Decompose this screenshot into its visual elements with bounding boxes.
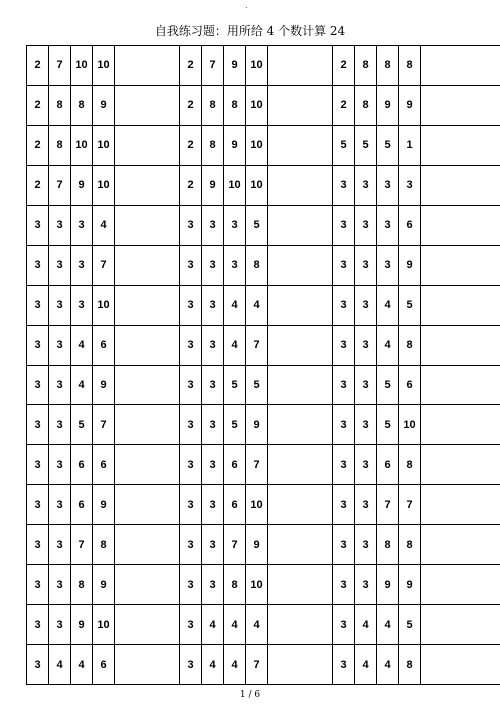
number-cell: 3 <box>180 205 202 245</box>
answer-cell[interactable] <box>115 205 180 245</box>
number-cell: 3 <box>202 445 224 485</box>
number-cell: 4 <box>202 605 224 645</box>
number-cell: 4 <box>224 645 246 685</box>
number-cell: 3 <box>180 285 202 325</box>
number-cell: 5 <box>377 125 399 165</box>
number-cell: 2 <box>180 125 202 165</box>
number-cell: 4 <box>377 325 399 365</box>
header-mark: . <box>245 1 248 10</box>
number-cell: 3 <box>333 285 355 325</box>
answer-cell[interactable] <box>115 125 180 165</box>
number-cell: 3 <box>355 325 377 365</box>
answer-cell[interactable] <box>115 46 180 86</box>
number-cell: 8 <box>399 325 421 365</box>
answer-cell[interactable] <box>268 125 333 165</box>
number-cell: 3 <box>355 445 377 485</box>
number-cell: 9 <box>224 46 246 86</box>
number-cell: 4 <box>224 325 246 365</box>
number-cell: 4 <box>71 365 93 405</box>
number-cell: 8 <box>355 46 377 86</box>
answer-cell[interactable] <box>268 46 333 86</box>
number-cell: 6 <box>93 325 115 365</box>
number-cell: 2 <box>27 125 49 165</box>
number-cell: 7 <box>399 485 421 525</box>
number-cell: 3 <box>333 525 355 565</box>
number-cell: 4 <box>224 285 246 325</box>
number-cell: 4 <box>355 605 377 645</box>
number-cell: 3 <box>202 365 224 405</box>
number-cell: 8 <box>49 85 71 125</box>
number-cell: 4 <box>93 205 115 245</box>
number-cell: 2 <box>180 165 202 205</box>
number-cell: 5 <box>246 205 268 245</box>
number-cell: 9 <box>93 565 115 605</box>
answer-cell[interactable] <box>268 645 333 685</box>
number-cell: 3 <box>180 365 202 405</box>
number-cell: 3 <box>71 245 93 285</box>
number-cell: 3 <box>333 485 355 525</box>
number-cell: 6 <box>224 445 246 485</box>
answer-cell[interactable] <box>421 485 500 525</box>
answer-cell[interactable] <box>115 405 180 445</box>
number-cell: 3 <box>202 325 224 365</box>
number-cell: 8 <box>399 46 421 86</box>
number-cell: 3 <box>333 645 355 685</box>
table-row <box>27 565 500 605</box>
number-cell: 7 <box>246 645 268 685</box>
number-cell: 3 <box>180 485 202 525</box>
number-cell: 5 <box>377 365 399 405</box>
number-cell: 3 <box>49 445 71 485</box>
number-cell: 4 <box>202 645 224 685</box>
answer-cell[interactable] <box>268 485 333 525</box>
number-cell: 3 <box>333 165 355 205</box>
table-row <box>27 445 500 485</box>
number-cell: 9 <box>93 365 115 405</box>
number-cell: 7 <box>49 46 71 86</box>
number-cell: 3 <box>27 285 49 325</box>
answer-cell[interactable] <box>268 165 333 205</box>
number-cell: 8 <box>355 85 377 125</box>
table-row <box>27 245 500 285</box>
number-cell: 9 <box>71 165 93 205</box>
number-cell: 8 <box>224 85 246 125</box>
number-cell: 3 <box>27 405 49 445</box>
number-cell: 3 <box>27 565 49 605</box>
answer-cell[interactable] <box>421 325 500 365</box>
number-cell: 5 <box>355 125 377 165</box>
number-cell: 3 <box>49 525 71 565</box>
table-row <box>27 405 500 445</box>
number-cell: 3 <box>377 205 399 245</box>
number-cell: 8 <box>202 125 224 165</box>
number-cell: 8 <box>93 525 115 565</box>
answer-cell[interactable] <box>268 285 333 325</box>
number-cell: 2 <box>27 46 49 86</box>
answer-cell[interactable] <box>115 605 180 645</box>
answer-cell[interactable] <box>115 85 180 125</box>
number-cell: 8 <box>399 645 421 685</box>
number-cell: 3 <box>71 285 93 325</box>
answer-cell[interactable] <box>421 205 500 245</box>
number-cell: 4 <box>246 285 268 325</box>
number-cell: 9 <box>93 85 115 125</box>
number-cell: 2 <box>27 165 49 205</box>
number-cell: 3 <box>49 405 71 445</box>
number-cell: 6 <box>377 445 399 485</box>
answer-cell[interactable] <box>268 405 333 445</box>
answer-cell[interactable] <box>115 525 180 565</box>
number-cell: 4 <box>224 605 246 645</box>
number-cell: 6 <box>71 445 93 485</box>
number-cell: 6 <box>399 365 421 405</box>
answer-cell[interactable] <box>115 565 180 605</box>
number-cell: 3 <box>27 485 49 525</box>
number-cell: 3 <box>399 165 421 205</box>
number-cell: 3 <box>333 325 355 365</box>
table-row <box>27 125 500 165</box>
number-cell: 3 <box>180 605 202 645</box>
number-cell: 3 <box>202 405 224 445</box>
number-cell: 10 <box>93 125 115 165</box>
number-cell: 10 <box>71 46 93 86</box>
table-row <box>27 525 500 565</box>
number-cell: 3 <box>202 285 224 325</box>
number-cell: 5 <box>71 405 93 445</box>
practice-table <box>26 45 500 685</box>
number-cell: 4 <box>71 325 93 365</box>
number-cell: 3 <box>27 605 49 645</box>
number-cell: 9 <box>399 85 421 125</box>
answer-cell[interactable] <box>115 165 180 205</box>
number-cell: 4 <box>71 645 93 685</box>
number-cell: 4 <box>49 645 71 685</box>
number-cell: 8 <box>49 125 71 165</box>
answer-cell[interactable] <box>421 285 500 325</box>
answer-cell[interactable] <box>268 365 333 405</box>
table-row <box>27 645 500 685</box>
number-cell: 9 <box>71 605 93 645</box>
number-cell: 7 <box>246 325 268 365</box>
number-cell: 3 <box>355 285 377 325</box>
number-cell: 4 <box>377 605 399 645</box>
number-cell: 3 <box>355 165 377 205</box>
number-cell: 7 <box>224 525 246 565</box>
number-cell: 9 <box>202 165 224 205</box>
number-cell: 3 <box>202 245 224 285</box>
number-cell: 3 <box>180 445 202 485</box>
number-cell: 3 <box>355 565 377 605</box>
answer-cell[interactable] <box>268 445 333 485</box>
answer-cell[interactable] <box>421 165 500 205</box>
number-cell: 3 <box>355 365 377 405</box>
number-cell: 7 <box>93 245 115 285</box>
number-cell: 6 <box>224 485 246 525</box>
table-row <box>27 205 500 245</box>
number-cell: 6 <box>71 485 93 525</box>
number-cell: 3 <box>27 325 49 365</box>
answer-cell[interactable] <box>421 445 500 485</box>
answer-cell[interactable] <box>115 245 180 285</box>
number-cell: 10 <box>246 165 268 205</box>
number-cell: 7 <box>93 405 115 445</box>
number-cell: 3 <box>333 605 355 645</box>
number-cell: 3 <box>333 205 355 245</box>
number-cell: 8 <box>246 245 268 285</box>
table-row <box>27 605 500 645</box>
number-cell: 3 <box>49 565 71 605</box>
number-cell: 9 <box>246 525 268 565</box>
number-cell: 7 <box>49 165 71 205</box>
answer-cell[interactable] <box>421 85 500 125</box>
number-cell: 7 <box>246 445 268 485</box>
number-cell: 3 <box>27 205 49 245</box>
number-cell: 10 <box>93 165 115 205</box>
answer-cell[interactable] <box>268 605 333 645</box>
number-cell: 6 <box>93 445 115 485</box>
number-cell: 5 <box>224 365 246 405</box>
number-cell: 3 <box>180 245 202 285</box>
number-cell: 7 <box>202 46 224 86</box>
number-cell: 3 <box>49 365 71 405</box>
answer-cell[interactable] <box>115 445 180 485</box>
number-cell: 3 <box>49 245 71 285</box>
number-cell: 3 <box>180 525 202 565</box>
number-cell: 9 <box>399 565 421 605</box>
number-cell: 3 <box>27 365 49 405</box>
number-cell: 3 <box>355 525 377 565</box>
practice-table-body <box>27 46 500 685</box>
number-cell: 3 <box>224 245 246 285</box>
number-cell: 3 <box>333 405 355 445</box>
number-cell: 10 <box>246 485 268 525</box>
answer-cell[interactable] <box>421 125 500 165</box>
number-cell: 8 <box>399 525 421 565</box>
number-cell: 4 <box>246 605 268 645</box>
number-cell: 5 <box>377 405 399 445</box>
number-cell: 3 <box>180 325 202 365</box>
table-row <box>27 285 500 325</box>
number-cell: 2 <box>333 46 355 86</box>
number-cell: 10 <box>224 165 246 205</box>
number-cell: 3 <box>355 245 377 285</box>
number-cell: 3 <box>224 205 246 245</box>
table-row <box>27 85 500 125</box>
number-cell: 8 <box>377 525 399 565</box>
number-cell: 10 <box>93 605 115 645</box>
number-cell: 3 <box>49 605 71 645</box>
number-cell: 10 <box>246 565 268 605</box>
number-cell: 6 <box>399 205 421 245</box>
number-cell: 10 <box>93 285 115 325</box>
number-cell: 3 <box>202 565 224 605</box>
number-cell: 3 <box>49 325 71 365</box>
number-cell: 2 <box>180 46 202 86</box>
number-cell: 9 <box>93 485 115 525</box>
number-cell: 3 <box>377 165 399 205</box>
number-cell: 8 <box>377 46 399 86</box>
table-row <box>27 46 500 86</box>
answer-cell[interactable] <box>115 485 180 525</box>
number-cell: 4 <box>377 285 399 325</box>
number-cell: 3 <box>355 405 377 445</box>
number-cell: 3 <box>27 525 49 565</box>
number-cell: 9 <box>399 245 421 285</box>
answer-cell[interactable] <box>268 565 333 605</box>
answer-cell[interactable] <box>421 565 500 605</box>
number-cell: 3 <box>333 365 355 405</box>
answer-cell[interactable] <box>268 205 333 245</box>
answer-cell[interactable] <box>421 46 500 86</box>
answer-cell[interactable] <box>115 365 180 405</box>
number-cell: 5 <box>399 605 421 645</box>
number-cell: 8 <box>71 85 93 125</box>
number-cell: 5 <box>333 125 355 165</box>
page-title: 自我练习题：用所给 4 个数计算 24 <box>154 24 346 38</box>
number-cell: 3 <box>202 525 224 565</box>
page-indicator: 1 / 6 <box>239 690 261 700</box>
number-cell: 6 <box>93 645 115 685</box>
number-cell: 10 <box>93 46 115 86</box>
number-cell: 3 <box>49 205 71 245</box>
number-cell: 2 <box>333 85 355 125</box>
number-cell: 8 <box>224 565 246 605</box>
answer-cell[interactable] <box>268 85 333 125</box>
number-cell: 7 <box>71 525 93 565</box>
number-cell: 10 <box>71 125 93 165</box>
number-cell: 3 <box>27 245 49 285</box>
number-cell: 3 <box>355 485 377 525</box>
number-cell: 2 <box>27 85 49 125</box>
number-cell: 3 <box>49 485 71 525</box>
number-cell: 8 <box>71 565 93 605</box>
number-cell: 3 <box>27 445 49 485</box>
number-cell: 3 <box>333 445 355 485</box>
number-cell: 9 <box>224 125 246 165</box>
number-cell: 2 <box>180 85 202 125</box>
number-cell: 3 <box>49 285 71 325</box>
number-cell: 10 <box>246 125 268 165</box>
number-cell: 3 <box>180 565 202 605</box>
number-cell: 9 <box>377 565 399 605</box>
answer-cell[interactable] <box>421 405 500 445</box>
answer-cell[interactable] <box>421 525 500 565</box>
number-cell: 8 <box>202 85 224 125</box>
number-cell: 3 <box>27 645 49 685</box>
number-cell: 3 <box>333 245 355 285</box>
number-cell: 5 <box>224 405 246 445</box>
table-row <box>27 165 500 205</box>
number-cell: 3 <box>202 205 224 245</box>
table-row <box>27 485 500 525</box>
number-cell: 7 <box>377 485 399 525</box>
number-cell: 4 <box>355 645 377 685</box>
number-cell: 3 <box>202 485 224 525</box>
number-cell: 3 <box>180 645 202 685</box>
number-cell: 10 <box>399 405 421 445</box>
answer-cell[interactable] <box>115 325 180 365</box>
number-cell: 1 <box>399 125 421 165</box>
answer-cell[interactable] <box>115 645 180 685</box>
answer-cell[interactable] <box>421 365 500 405</box>
number-cell: 9 <box>246 405 268 445</box>
answer-cell[interactable] <box>268 245 333 285</box>
answer-cell[interactable] <box>115 285 180 325</box>
number-cell: 3 <box>333 565 355 605</box>
number-cell: 5 <box>399 285 421 325</box>
number-cell: 3 <box>377 245 399 285</box>
number-cell: 10 <box>246 85 268 125</box>
number-cell: 9 <box>377 85 399 125</box>
number-cell: 4 <box>377 645 399 685</box>
number-cell: 3 <box>180 405 202 445</box>
number-cell: 10 <box>246 46 268 86</box>
answer-cell[interactable] <box>268 525 333 565</box>
number-cell: 3 <box>355 205 377 245</box>
number-cell: 3 <box>71 205 93 245</box>
answer-cell[interactable] <box>268 325 333 365</box>
answer-cell[interactable] <box>421 645 500 685</box>
answer-cell[interactable] <box>421 245 500 285</box>
table-row <box>27 325 500 365</box>
table-row <box>27 365 500 405</box>
number-cell: 5 <box>246 365 268 405</box>
number-cell: 8 <box>399 445 421 485</box>
answer-cell[interactable] <box>421 605 500 645</box>
